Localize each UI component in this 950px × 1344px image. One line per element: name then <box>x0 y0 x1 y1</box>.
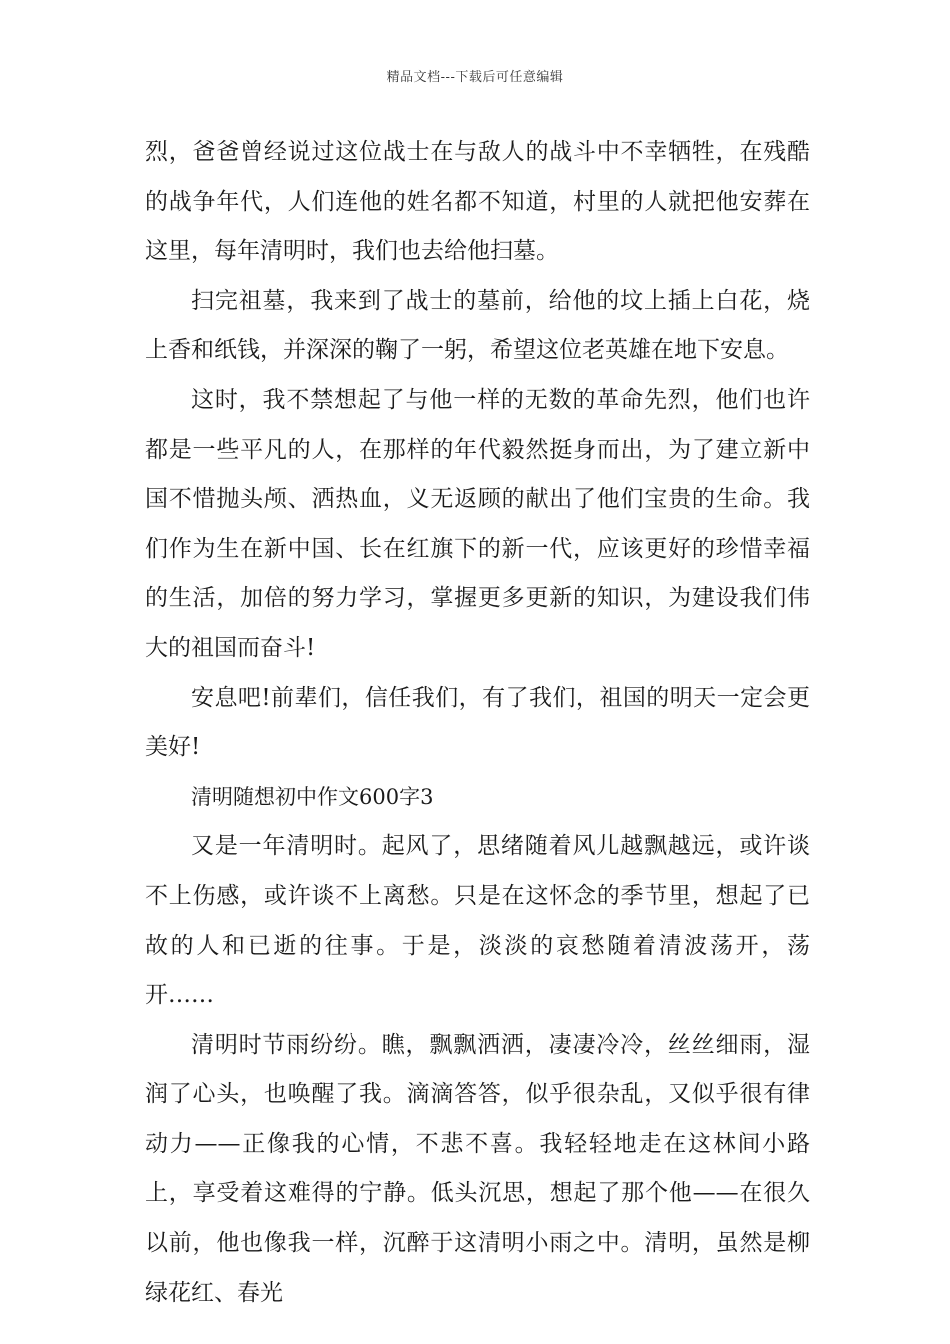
paragraph-qingming-again: 又是一年清明时。起风了，思绪随着风儿越飘越远，或许谈不上伤感，或许谈不上离愁。只是在这怀念的季节里，想起了已故的人和已逝的往事。于是，淡淡的哀愁随着清波荡开，荡开…… <box>145 833 810 1009</box>
paragraph-continuation: 烈，爸爸曾经说过这位战士在与敌人的战斗中不幸牺牲，在残酷的战争年代，人们连他的姓名都不知道，村里的人就把他安葬在这里，每年清明时，我们也去给他扫墓。 <box>145 139 810 265</box>
paragraph-qingming-rain: 清明时节雨纷纷。瞧，飘飘洒洒，凄凄冷冷，丝丝细雨，湿润了心头，也唤醒了我。滴滴答答，似乎很杂乱，又似乎很有律动力——正像我的心情，不悲不喜。我轻轻地走在这林间小路上，享受着这难得的宁静。低头沉思，想起了那个他——在很久以前，他也像我一样，沉醉于这清明小雨之中。清明，虽然是柳绿花红、春光 <box>145 1031 810 1306</box>
essay-title: 清明随想初中作文600字3 <box>191 784 434 809</box>
paragraph-martyrs: 这时，我不禁想起了与他一样的无数的革命先烈，他们也许都是一些平凡的人，在那样的年代毅然挺身而出，为了建立新中国不惜抛头颅、洒热血，义无返顾的献出了他们宝贵的生命。我们作为生在新中国、长在红旗下的新一代，应该更好的珍惜幸福的生活，加倍的努力学习，掌握更多更新的知识，为建设我们伟大的祖国而奋斗! <box>145 386 810 661</box>
paragraph-tomb-visit: 扫完祖墓，我来到了战士的墓前，给他的坟上插上白花，烧上香和纸钱，并深深的鞠了一躬，希望这位老英雄在地下安息。 <box>145 287 810 364</box>
document-body <box>145 128 810 1318</box>
page-header: 精品文档---下载后可任意编辑 <box>386 70 564 85</box>
paragraph-rest-in-peace: 安息吧!前辈们，信任我们，有了我们，祖国的明天一定会更美好! <box>145 684 810 761</box>
